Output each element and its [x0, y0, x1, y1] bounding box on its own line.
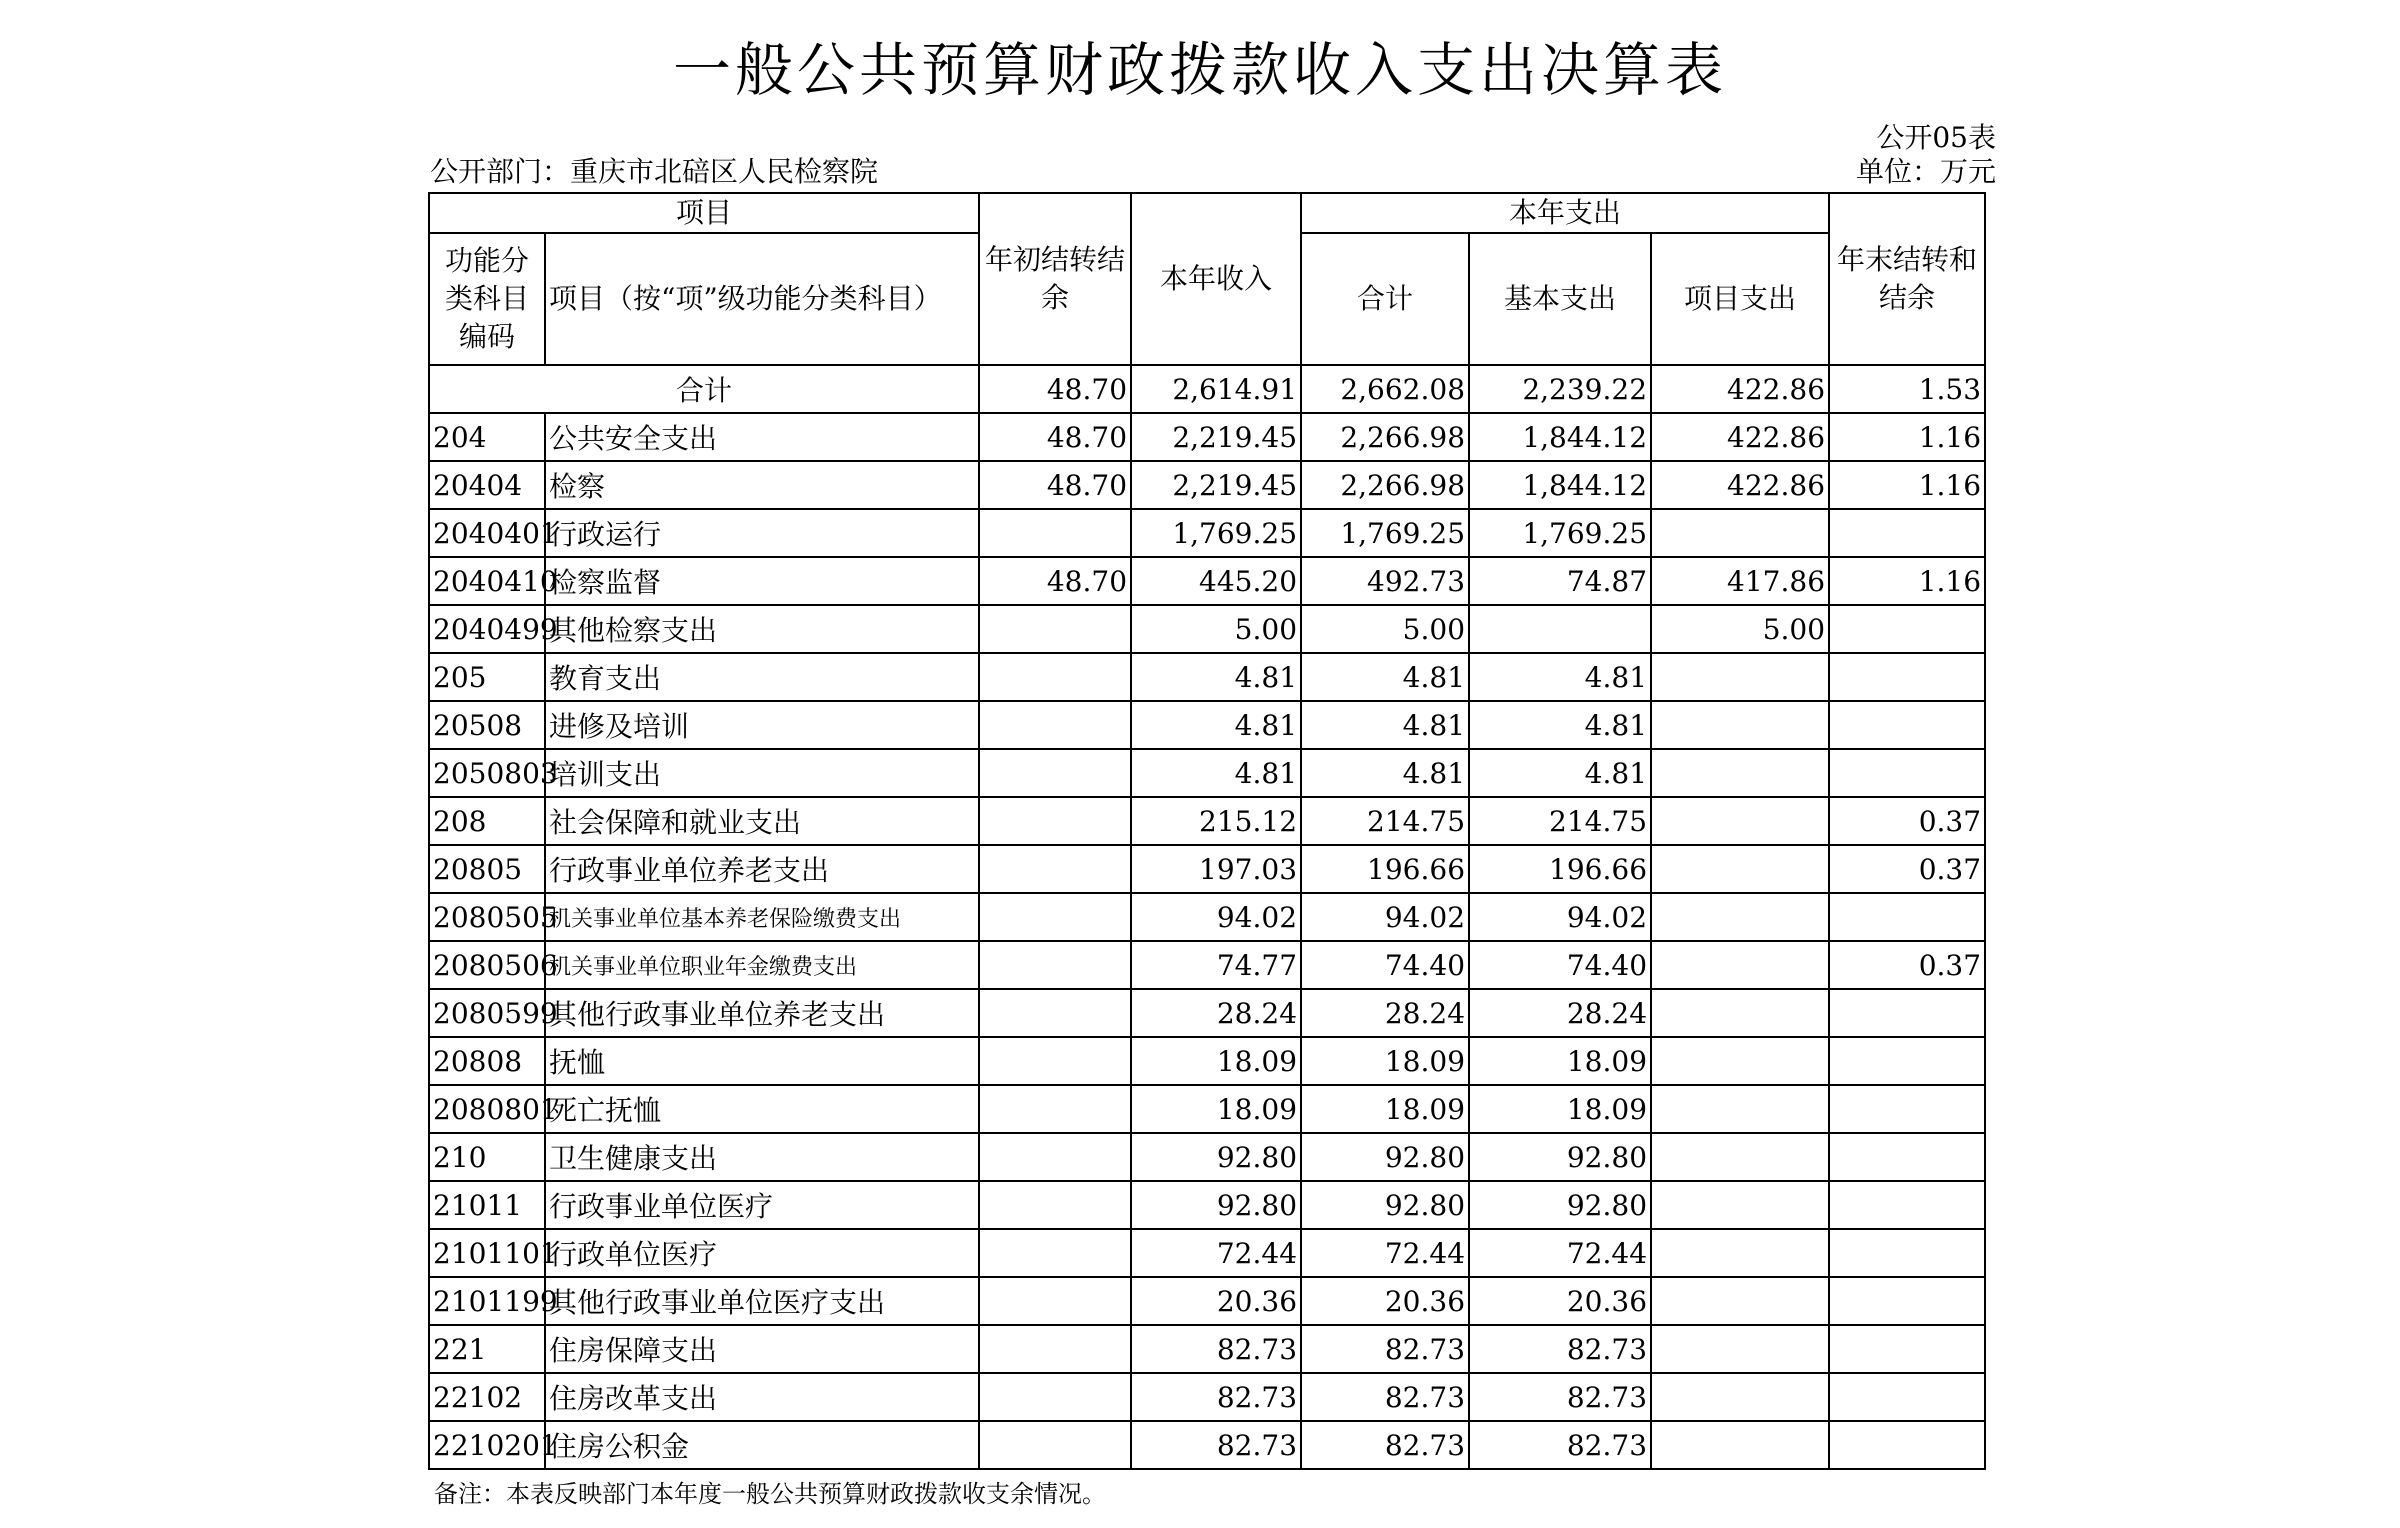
row-name: 行政运行 [545, 509, 979, 557]
row-end-balance: 1.16 [1829, 461, 1985, 509]
row-begin-balance [979, 1181, 1131, 1229]
row-end-balance [1829, 1181, 1985, 1229]
row-end-balance: 0.37 [1829, 797, 1985, 845]
row-code: 221 [429, 1325, 545, 1373]
row-begin-balance [979, 1133, 1131, 1181]
row-begin-balance [979, 605, 1131, 653]
header-end-balance: 年末结转和结余 [1829, 193, 1985, 365]
total-end: 1.53 [1829, 365, 1985, 413]
row-code: 20808 [429, 1037, 545, 1085]
row-basic: 18.09 [1469, 1085, 1651, 1133]
row-total: 492.73 [1301, 557, 1469, 605]
table-row [429, 653, 1985, 701]
row-code: 2080801 [429, 1085, 545, 1133]
page-title: 一般公共预算财政拨款收入支出决算表 [672, 36, 1727, 104]
row-name: 检察监督 [545, 557, 979, 605]
row-name: 公共安全支出 [545, 413, 979, 461]
row-name: 其他检察支出 [545, 605, 979, 653]
row-basic: 92.80 [1469, 1133, 1651, 1181]
table-row [429, 1133, 1985, 1181]
row-name: 其他行政事业单位养老支出 [545, 989, 979, 1037]
header-expense-group: 本年支出 [1301, 193, 1829, 233]
row-project-expense [1651, 1085, 1829, 1133]
row-income: 4.81 [1131, 653, 1301, 701]
row-project-expense [1651, 1373, 1829, 1421]
department-label: 公开部门：重庆市北碚区人民检察院 [430, 155, 879, 188]
row-begin-balance [979, 1277, 1131, 1325]
header-total: 合计 [1301, 233, 1469, 365]
row-end-balance: 1.16 [1829, 413, 1985, 461]
row-income: 215.12 [1131, 797, 1301, 845]
row-income: 1,769.25 [1131, 509, 1301, 557]
total-begin: 48.70 [979, 365, 1131, 413]
row-basic: 92.80 [1469, 1181, 1651, 1229]
row-total: 20.36 [1301, 1277, 1469, 1325]
row-project-expense [1651, 941, 1829, 989]
table-body [429, 365, 1985, 1469]
row-total: 18.09 [1301, 1037, 1469, 1085]
total-label: 合计 [429, 365, 979, 413]
header-name: 项目（按“项”级功能分类科目） [545, 233, 979, 365]
row-begin-balance [979, 797, 1131, 845]
row-project-expense [1651, 1133, 1829, 1181]
row-name: 进修及培训 [545, 701, 979, 749]
row-basic: 82.73 [1469, 1325, 1651, 1373]
table-row [429, 941, 1985, 989]
row-begin-balance [979, 653, 1131, 701]
row-name: 行政单位医疗 [545, 1229, 979, 1277]
table-row [429, 701, 1985, 749]
table-row [429, 605, 1985, 653]
row-total: 5.00 [1301, 605, 1469, 653]
row-income: 74.77 [1131, 941, 1301, 989]
row-code: 2210201 [429, 1421, 545, 1469]
row-income: 82.73 [1131, 1373, 1301, 1421]
row-basic: 82.73 [1469, 1421, 1651, 1469]
row-begin-balance [979, 749, 1131, 797]
row-begin-balance [979, 1373, 1131, 1421]
row-begin-balance [979, 1085, 1131, 1133]
row-project-expense [1651, 1277, 1829, 1325]
row-income: 18.09 [1131, 1037, 1301, 1085]
row-total: 82.73 [1301, 1325, 1469, 1373]
unit-label: 单位：万元 [1855, 155, 1996, 188]
row-end-balance [1829, 749, 1985, 797]
row-project-expense [1651, 749, 1829, 797]
row-code: 2101199 [429, 1277, 545, 1325]
row-begin-balance [979, 1037, 1131, 1085]
table-row [429, 845, 1985, 893]
row-project-expense [1651, 797, 1829, 845]
row-end-balance [1829, 1085, 1985, 1133]
row-begin-balance [979, 845, 1131, 893]
total-row [429, 365, 1985, 413]
row-basic: 74.40 [1469, 941, 1651, 989]
row-code: 204 [429, 413, 545, 461]
row-basic: 82.73 [1469, 1373, 1651, 1421]
row-income: 82.73 [1131, 1325, 1301, 1373]
row-total: 196.66 [1301, 845, 1469, 893]
table-row [429, 989, 1985, 1037]
row-basic: 20.36 [1469, 1277, 1651, 1325]
row-income: 4.81 [1131, 701, 1301, 749]
row-end-balance: 0.37 [1829, 845, 1985, 893]
row-income: 197.03 [1131, 845, 1301, 893]
row-name: 死亡抚恤 [545, 1085, 979, 1133]
row-name: 行政事业单位养老支出 [545, 845, 979, 893]
row-code: 21011 [429, 1181, 545, 1229]
row-name: 住房改革支出 [545, 1373, 979, 1421]
header-begin-balance: 年初结转结余 [979, 193, 1131, 365]
row-basic: 4.81 [1469, 653, 1651, 701]
row-income: 92.80 [1131, 1133, 1301, 1181]
row-basic: 18.09 [1469, 1037, 1651, 1085]
row-end-balance [1829, 989, 1985, 1037]
row-code: 2040401 [429, 509, 545, 557]
row-name: 住房公积金 [545, 1421, 979, 1469]
footnote: 备注：本表反映部门本年度一般公共预算财政拨款收支余情况。 [434, 1480, 1106, 1508]
row-begin-balance [979, 941, 1131, 989]
row-project-expense [1651, 1037, 1829, 1085]
row-basic: 1,844.12 [1469, 461, 1651, 509]
table-row [429, 893, 1985, 941]
row-begin-balance [979, 701, 1131, 749]
table-row [429, 461, 1985, 509]
row-project-expense [1651, 1421, 1829, 1469]
row-name: 机关事业单位职业年金缴费支出 [545, 941, 979, 989]
row-project-expense [1651, 989, 1829, 1037]
row-total: 1,769.25 [1301, 509, 1469, 557]
row-project-expense [1651, 701, 1829, 749]
row-end-balance [1829, 701, 1985, 749]
row-end-balance [1829, 1133, 1985, 1181]
row-name: 机关事业单位基本养老保险缴费支出 [545, 893, 979, 941]
table-row [429, 1085, 1985, 1133]
row-project-expense: 417.86 [1651, 557, 1829, 605]
form-number: 公开05表 [1876, 121, 1996, 154]
table-row [429, 1229, 1985, 1277]
row-name: 住房保障支出 [545, 1325, 979, 1373]
row-income: 18.09 [1131, 1085, 1301, 1133]
row-end-balance [1829, 1421, 1985, 1469]
table-row [429, 1037, 1985, 1085]
table-row [429, 509, 1985, 557]
row-income: 2,219.45 [1131, 461, 1301, 509]
row-begin-balance [979, 1229, 1131, 1277]
row-code: 205 [429, 653, 545, 701]
row-total: 94.02 [1301, 893, 1469, 941]
row-code: 2080506 [429, 941, 545, 989]
row-code: 2080505 [429, 893, 545, 941]
table-row [429, 1421, 1985, 1469]
row-basic: 4.81 [1469, 701, 1651, 749]
row-project-expense: 422.86 [1651, 461, 1829, 509]
row-name: 检察 [545, 461, 979, 509]
row-begin-balance [979, 1421, 1131, 1469]
row-end-balance [1829, 509, 1985, 557]
row-total: 82.73 [1301, 1421, 1469, 1469]
row-project-expense: 422.86 [1651, 413, 1829, 461]
row-total: 92.80 [1301, 1133, 1469, 1181]
row-code: 2101101 [429, 1229, 545, 1277]
total-basic: 2,239.22 [1469, 365, 1651, 413]
row-end-balance [1829, 1325, 1985, 1373]
row-end-balance [1829, 605, 1985, 653]
row-total: 74.40 [1301, 941, 1469, 989]
row-income: 2,219.45 [1131, 413, 1301, 461]
row-code: 2080599 [429, 989, 545, 1037]
row-code: 20404 [429, 461, 545, 509]
budget-table [428, 192, 1986, 1470]
row-income: 92.80 [1131, 1181, 1301, 1229]
table-row [429, 1373, 1985, 1421]
header-project: 项目 [429, 193, 979, 233]
row-end-balance [1829, 893, 1985, 941]
row-begin-balance [979, 989, 1131, 1037]
row-end-balance [1829, 653, 1985, 701]
row-income: 82.73 [1131, 1421, 1301, 1469]
total-income: 2,614.91 [1131, 365, 1301, 413]
header-basic: 基本支出 [1469, 233, 1651, 365]
row-end-balance [1829, 1277, 1985, 1325]
total-total: 2,662.08 [1301, 365, 1469, 413]
row-total: 72.44 [1301, 1229, 1469, 1277]
total-project: 422.86 [1651, 365, 1829, 413]
row-total: 2,266.98 [1301, 413, 1469, 461]
row-code: 2050803 [429, 749, 545, 797]
table-row [429, 413, 1985, 461]
row-total: 2,266.98 [1301, 461, 1469, 509]
row-income: 72.44 [1131, 1229, 1301, 1277]
row-project-expense [1651, 1325, 1829, 1373]
row-income: 94.02 [1131, 893, 1301, 941]
row-total: 4.81 [1301, 653, 1469, 701]
row-name: 抚恤 [545, 1037, 979, 1085]
row-total: 214.75 [1301, 797, 1469, 845]
row-project-expense [1651, 509, 1829, 557]
row-basic: 28.24 [1469, 989, 1651, 1037]
row-end-balance: 1.16 [1829, 557, 1985, 605]
row-income: 4.81 [1131, 749, 1301, 797]
row-end-balance: 0.37 [1829, 941, 1985, 989]
row-name: 培训支出 [545, 749, 979, 797]
row-total: 92.80 [1301, 1181, 1469, 1229]
table-row [429, 797, 1985, 845]
table-row [429, 1181, 1985, 1229]
row-code: 22102 [429, 1373, 545, 1421]
table-row [429, 557, 1985, 605]
row-total: 4.81 [1301, 749, 1469, 797]
row-income: 445.20 [1131, 557, 1301, 605]
row-name: 社会保障和就业支出 [545, 797, 979, 845]
row-begin-balance [979, 1325, 1131, 1373]
row-begin-balance: 48.70 [979, 557, 1131, 605]
header-project-expense: 项目支出 [1651, 233, 1829, 365]
header-income: 本年收入 [1131, 193, 1301, 365]
table-row [429, 749, 1985, 797]
row-code: 210 [429, 1133, 545, 1181]
row-end-balance [1829, 1037, 1985, 1085]
row-basic: 4.81 [1469, 749, 1651, 797]
row-basic: 196.66 [1469, 845, 1651, 893]
row-begin-balance [979, 509, 1131, 557]
row-code: 2040410 [429, 557, 545, 605]
row-income: 28.24 [1131, 989, 1301, 1037]
row-name: 行政事业单位医疗 [545, 1181, 979, 1229]
row-name: 卫生健康支出 [545, 1133, 979, 1181]
header-code: 功能分类科目编码 [429, 233, 545, 365]
row-project-expense [1651, 893, 1829, 941]
row-total: 28.24 [1301, 989, 1469, 1037]
row-project-expense: 5.00 [1651, 605, 1829, 653]
row-income: 5.00 [1131, 605, 1301, 653]
row-code: 20508 [429, 701, 545, 749]
row-begin-balance [979, 893, 1131, 941]
row-project-expense [1651, 1181, 1829, 1229]
row-end-balance [1829, 1229, 1985, 1277]
row-total: 4.81 [1301, 701, 1469, 749]
row-basic: 94.02 [1469, 893, 1651, 941]
row-begin-balance: 48.70 [979, 461, 1131, 509]
row-project-expense [1651, 845, 1829, 893]
row-project-expense [1651, 1229, 1829, 1277]
row-code: 2040499 [429, 605, 545, 653]
table-row [429, 1325, 1985, 1373]
row-basic: 74.87 [1469, 557, 1651, 605]
row-name: 其他行政事业单位医疗支出 [545, 1277, 979, 1325]
row-total: 18.09 [1301, 1085, 1469, 1133]
row-total: 82.73 [1301, 1373, 1469, 1421]
row-basic: 1,769.25 [1469, 509, 1651, 557]
row-name: 教育支出 [545, 653, 979, 701]
row-basic: 72.44 [1469, 1229, 1651, 1277]
row-basic: 1,844.12 [1469, 413, 1651, 461]
row-end-balance [1829, 1373, 1985, 1421]
row-basic: 214.75 [1469, 797, 1651, 845]
row-basic [1469, 605, 1651, 653]
row-project-expense [1651, 653, 1829, 701]
row-code: 208 [429, 797, 545, 845]
table-row [429, 1277, 1985, 1325]
row-begin-balance: 48.70 [979, 413, 1131, 461]
row-code: 20805 [429, 845, 545, 893]
row-income: 20.36 [1131, 1277, 1301, 1325]
